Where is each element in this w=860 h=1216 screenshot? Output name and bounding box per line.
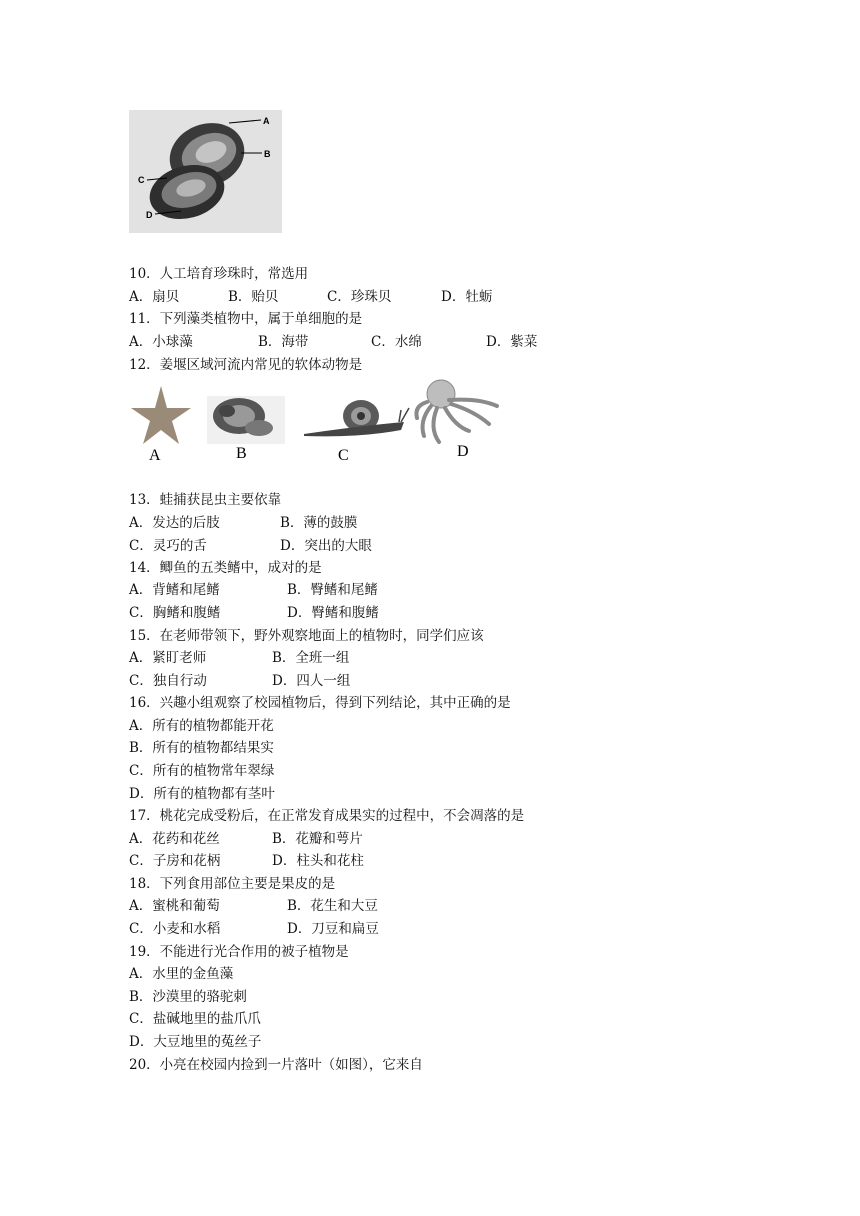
- mussel-figure: [129, 110, 282, 233]
- animal-label-d: D: [457, 443, 469, 460]
- q17-option-c: C．子房和花柄: [129, 853, 221, 869]
- q15-option-d: D．四人一组: [272, 673, 351, 689]
- question-13-stem: 13．蛙捕获昆虫主要依靠: [129, 492, 282, 508]
- question-11-stem: 11．下列藻类植物中，属于单细胞的是: [129, 311, 363, 327]
- q18-option-b: B．花生和大豆: [287, 898, 378, 914]
- q18-option-c: C．小麦和水稻: [129, 921, 221, 937]
- question-14-stem: 14．鲫鱼的五类鳍中，成对的是: [129, 560, 322, 576]
- q16-option-c: C．所有的植物常年翠绿: [129, 763, 275, 779]
- q10-option-a: A．扇贝: [129, 289, 180, 305]
- q16-option-a: A．所有的植物都能开花: [129, 718, 274, 734]
- q13-option-d: D．突出的大眼: [280, 538, 372, 554]
- starfish-icon: [131, 386, 191, 444]
- question-18-stem: 18．下列食用部位主要是果皮的是: [129, 876, 336, 892]
- octopus-icon: [416, 380, 497, 442]
- question-17-stem: 17．桃花完成受粉后，在正常发育成果实的过程中，不会凋落的是: [129, 808, 525, 824]
- mussel-label-a: A: [263, 116, 270, 126]
- q19-option-c: C．盐碱地里的盐爪爪: [129, 1011, 261, 1027]
- q15-option-b: B．全班一组: [272, 650, 350, 666]
- mussel-shells-image: [129, 110, 282, 233]
- pond-snail-icon: [207, 396, 285, 444]
- question-20-stem: 20．小亮在校园内捡到一片落叶（如图），它来自: [129, 1057, 423, 1073]
- q12-animal-images: [129, 376, 509, 466]
- animal-label-b: B: [236, 445, 247, 462]
- q11-option-d: D．紫菜: [486, 334, 538, 350]
- q18-option-a: A．蜜桃和葡萄: [129, 898, 220, 914]
- q19-option-a: A．水里的金鱼藻: [129, 966, 234, 982]
- q10-option-b: B．贻贝: [228, 289, 279, 305]
- q14-option-c: C．胸鳍和腹鳍: [129, 605, 221, 621]
- question-16-stem: 16．兴趣小组观察了校园植物后，得到下列结论，其中正确的是: [129, 695, 511, 711]
- q16-option-d: D．所有的植物都有茎叶: [129, 786, 275, 802]
- land-snail-icon: [304, 400, 409, 436]
- question-10-stem: 10．人工培育珍珠时，常选用: [129, 266, 309, 282]
- q19-option-b: B．沙漠里的骆驼刺: [129, 989, 247, 1005]
- q10-option-c: C．珍珠贝: [327, 289, 392, 305]
- q13-option-a: A．发达的后肢: [129, 515, 220, 531]
- q13-option-b: B．薄的鼓膜: [280, 515, 358, 531]
- q18-option-d: D．刀豆和扁豆: [287, 921, 379, 937]
- animal-label-a: A: [149, 447, 161, 464]
- q10-option-d: D．牡蛎: [441, 289, 493, 305]
- q13-option-c: C．灵巧的舌: [129, 538, 207, 554]
- mussel-label-b: B: [264, 149, 271, 159]
- q14-option-a: A．背鳍和尾鳍: [129, 582, 220, 598]
- mussel-label-c: C: [138, 175, 145, 185]
- question-12-stem: 12．姜堰区域河流内常见的软体动物是: [129, 357, 363, 373]
- mussel-label-d: D: [146, 210, 153, 220]
- q19-option-d: D．大豆地里的菟丝子: [129, 1034, 262, 1050]
- animal-label-c: C: [338, 447, 349, 464]
- question-15-stem: 15．在老师带领下，野外观察地面上的植物时，同学们应该: [129, 628, 484, 644]
- q14-option-b: B．臀鳍和尾鳍: [287, 582, 378, 598]
- q16-option-b: B．所有的植物都结果实: [129, 740, 274, 756]
- q15-option-a: A．紧盯老师: [129, 650, 207, 666]
- q11-option-c: C．水绵: [371, 334, 422, 350]
- q14-option-d: D．臀鳍和腹鳍: [287, 605, 379, 621]
- animals-image: [129, 376, 509, 466]
- q15-option-c: C．独自行动: [129, 673, 207, 689]
- q17-option-d: D．柱头和花柱: [272, 853, 364, 869]
- q17-option-b: B．花瓣和萼片: [272, 831, 363, 847]
- question-19-stem: 19．不能进行光合作用的被子植物是: [129, 944, 349, 960]
- q11-option-a: A．小球藻: [129, 334, 193, 350]
- q17-option-a: A．花药和花丝: [129, 831, 220, 847]
- q11-option-b: B．海带: [258, 334, 309, 350]
